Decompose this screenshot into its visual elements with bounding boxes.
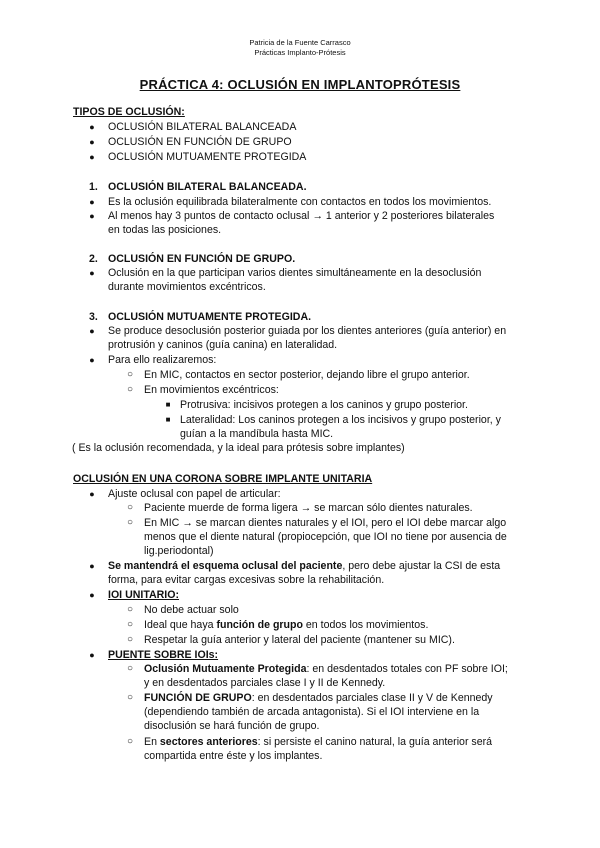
section-heading: OCLUSIÓN EN UNA CORONA SOBRE IMPLANTE UNITARIA [73, 473, 373, 485]
paragraph-line: Se produce desoclusión posterior guiada por los dientes anteriores (guía anterior) en [108, 325, 507, 337]
text-run: en todos los movimientos. [302, 619, 429, 631]
paragraph-line: Lateralidad: Los caninos protegen a los incisivos y grupo posterior, y [180, 414, 501, 426]
section-number: 3. [89, 311, 98, 323]
paragraph-line [144, 662, 508, 676]
page-title: PRÁCTICA 4: OCLUSIÓN EN IMPLANTOPRÓTESIS [139, 77, 461, 92]
tipos-item: OCLUSIÓN MUTUAMENTE PROTEGIDA [108, 151, 307, 163]
page-header [0, 38, 600, 58]
subheading: IOI UNITARIO: [108, 589, 180, 601]
text-run: , pero debe ajustar la CSI de esta [342, 560, 501, 572]
paragraph-line: forma, para evitar cargas excesivas sobre la rehabilitación. [108, 574, 385, 586]
text-run: : en desdentados totales con PF sobre IOI; [306, 663, 508, 675]
section-heading: OCLUSIÓN MUTUAMENTE PROTEGIDA. [108, 311, 312, 323]
paragraph-line: menos que el diente natural (propiocepción, que IOI no tiene por ausencia de [144, 531, 507, 543]
paragraph-line: Protrusiva: incisivos protegen a los caninos y grupo posterior. [180, 399, 468, 411]
paragraph-line: Al menos hay 3 puntos de contacto oclusal → 1 anterior y 2 posteriores bilaterales [108, 210, 495, 222]
circle-bullet-icon: ○ [126, 736, 134, 747]
circle-bullet-icon: ○ [126, 502, 134, 513]
paragraph-line: disoclusión se hará función de grupo. [144, 720, 320, 732]
bold-phrase: Se mantendrá el esquema oclusal del paciente [108, 560, 343, 572]
circle-bullet-icon: ○ [126, 692, 134, 703]
bold-phrase: función de grupo [216, 619, 303, 631]
text-run: En [144, 736, 160, 748]
paragraph-line: lig.periodontal) [144, 545, 214, 557]
subheading: PUENTE SOBRE IOIs: [108, 649, 219, 661]
paragraph-line: protrusión y caninos (guía canina) en lateralidad. [108, 339, 338, 351]
square-bullet-icon: ■ [165, 400, 171, 409]
circle-bullet-icon: ○ [126, 663, 134, 674]
section-number: 1. [89, 181, 98, 193]
bullet-icon: ● [89, 561, 95, 571]
circle-bullet-icon: ○ [126, 517, 134, 528]
tipos-item: OCLUSIÓN EN FUNCIÓN DE GRUPO [108, 136, 292, 148]
paragraph-line [144, 691, 493, 705]
section-heading: OCLUSIÓN EN FUNCIÓN DE GRUPO. [108, 253, 296, 265]
paragraph-line: y en desdentados parciales clase I y II de Kennedy. [144, 677, 386, 689]
paragraph-line: (dependiendo también de arcada antagonista). Si el IOI interviene en la [144, 706, 480, 718]
header-course: Prácticas Implanto-Prótesis [254, 48, 346, 57]
paragraph-line: Oclusión en la que participan varios dientes simultáneamente en la desoclusión [108, 267, 482, 279]
bullet-icon: ● [89, 197, 95, 207]
bullet-icon: ● [89, 355, 95, 365]
text-run: : en desdentados parciales clase II y V de Kennedy [251, 692, 493, 704]
paragraph-line: Es la oclusión equilibrada bilateralmente con contactos en todos los movimientos. [108, 196, 492, 208]
paragraph-line: en todas las posiciones. [108, 224, 222, 236]
paragraph-line: Para ello realizaremos: [108, 354, 217, 366]
paragraph-line [144, 618, 428, 632]
paragraph-line [144, 735, 492, 749]
section-number: 2. [89, 253, 98, 265]
tipos-heading: TIPOS DE OCLUSIÓN: [73, 106, 185, 118]
paragraph-line: compartida entre éste y los implantes. [144, 750, 323, 762]
bullet-icon: ● [89, 326, 95, 336]
circle-bullet-icon: ○ [126, 619, 134, 630]
tipos-item: OCLUSIÓN BILATERAL BALANCEADA [108, 121, 297, 133]
paragraph-line: No debe actuar solo [144, 604, 239, 616]
text-run: Ideal que haya [144, 619, 217, 631]
section-heading: OCLUSIÓN BILATERAL BALANCEADA. [108, 181, 307, 193]
circle-bullet-icon: ○ [126, 369, 134, 380]
note-line: ( Es la oclusión recomendada, y la ideal para prótesis sobre implantes) [72, 442, 405, 454]
paragraph-line: Paciente muerde de forma ligera → se marcan sólo dientes naturales. [144, 502, 473, 514]
bullet-icon: ● [89, 590, 95, 600]
circle-bullet-icon: ○ [126, 634, 134, 645]
paragraph-line: Ajuste oclusal con papel de articular: [108, 488, 281, 500]
circle-bullet-icon: ○ [126, 604, 134, 615]
bullet-icon: ● [89, 650, 95, 660]
bullet-icon: ● [89, 268, 95, 278]
paragraph-line: En MIC → se marcan dientes naturales y el IOI, pero el IOI debe marcar algo [144, 517, 507, 529]
paragraph-line: guían a la mandíbula hasta MIC. [180, 428, 334, 440]
bold-phrase: sectores anteriores [159, 736, 258, 748]
bold-phrase: Oclusión Mutuamente Protegida [144, 663, 307, 675]
square-bullet-icon: ■ [165, 415, 171, 424]
bullet-icon: ● [89, 211, 95, 221]
header-author: Patricia de la Fuente Carrasco [249, 38, 351, 47]
paragraph-line: Respetar la guía anterior y lateral del paciente (mantener su MIC). [144, 634, 455, 646]
paragraph-line: En movimientos excéntricos: [144, 384, 279, 396]
bullet-icon: ● [89, 152, 95, 162]
circle-bullet-icon: ○ [126, 384, 134, 395]
bold-phrase: FUNCIÓN DE GRUPO [144, 692, 252, 704]
paragraph-line: durante movimientos excéntricos. [108, 281, 266, 293]
bullet-icon: ● [89, 122, 95, 132]
bullet-icon: ● [89, 137, 95, 147]
bullet-icon: ● [89, 489, 95, 499]
text-run: : si persiste el canino natural, la guía anterior será [257, 736, 493, 748]
paragraph-line: En MIC, contactos en sector posterior, dejando libre el grupo anterior. [144, 369, 470, 381]
paragraph-line [108, 559, 500, 573]
